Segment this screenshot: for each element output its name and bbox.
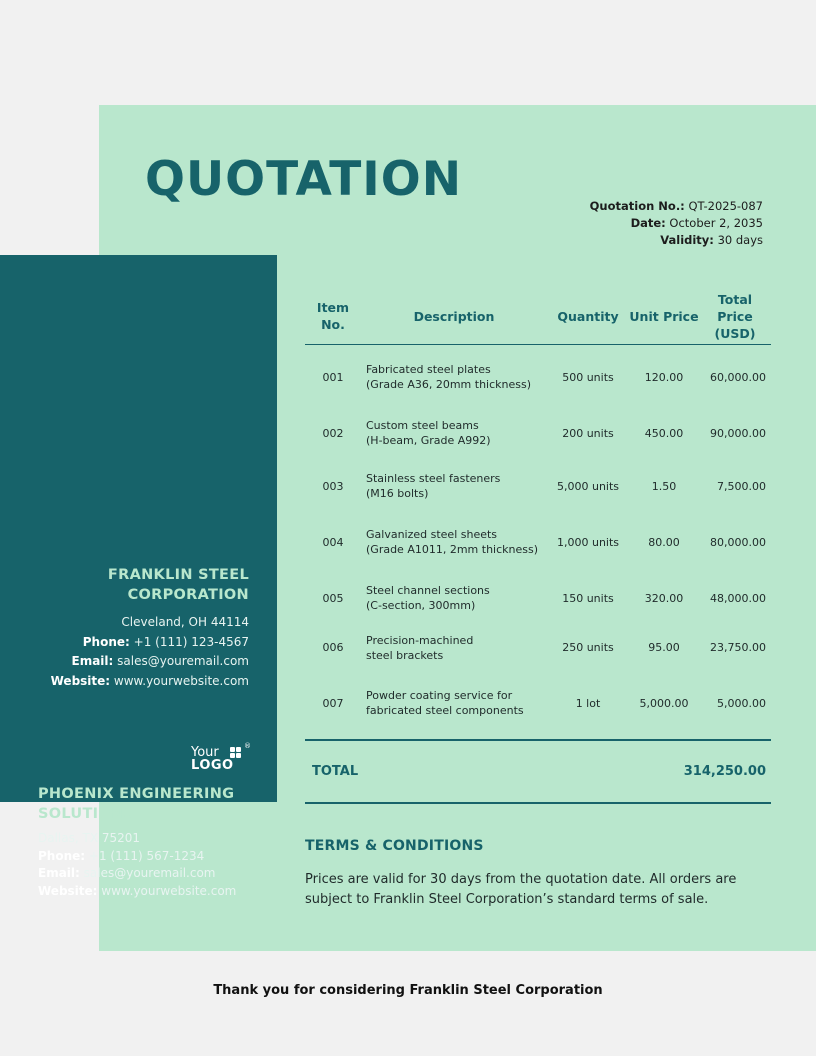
item-unit-price: 120.00 xyxy=(644,370,684,384)
recipient-info xyxy=(38,784,268,900)
sender-website: Website: www.yourwebsite.com xyxy=(50,673,249,688)
registered-mark: ® xyxy=(244,742,251,750)
item-total-price: 90,000.00 xyxy=(710,426,766,440)
item-quantity: 1,000 units xyxy=(556,535,620,549)
recipient-phone: Phone: +1 (111) 567-1234 xyxy=(38,848,205,863)
item-quantity: 150 units xyxy=(562,591,614,605)
item-total-price: 7,500.00 xyxy=(717,479,766,493)
item-no: 007 xyxy=(322,696,344,710)
terms-body: Prices are valid for 30 days from the quotation date. All orders are subject to Franklin Steel Corporation’s standard terms of sale. xyxy=(305,872,737,907)
recipient-email: Email: sales@youremail.com xyxy=(38,866,216,880)
header-unit-price: Unit Price xyxy=(629,308,699,324)
item-no: 002 xyxy=(322,426,344,440)
item-quantity: 5,000 units xyxy=(556,479,620,493)
item-description: Powder coating service for fabricated steel components xyxy=(366,689,524,717)
item-total-price: 60,000.00 xyxy=(710,370,766,384)
sender-name: FRANKLIN STEEL CORPORATION xyxy=(107,567,249,603)
item-unit-price: 95.00 xyxy=(648,641,680,654)
item-unit-price: 80.00 xyxy=(648,535,680,549)
document-title: QUOTATION xyxy=(145,152,463,207)
item-total-price: 48,000.00 xyxy=(710,591,766,605)
table-row xyxy=(305,623,771,672)
table-header xyxy=(305,288,771,345)
quotation-number: Quotation No.: QT-2025-087 xyxy=(589,199,763,213)
quotation-date: Date: October 2, 2035 xyxy=(630,216,763,230)
table-row xyxy=(305,573,771,623)
item-unit-price: 450.00 xyxy=(644,426,684,440)
item-no: 001 xyxy=(322,370,344,384)
header-total-price: Total Price (USD) xyxy=(714,291,756,341)
item-quantity: 200 units xyxy=(562,426,614,440)
table-row xyxy=(305,405,771,461)
company-logo: Your LOGO ® xyxy=(191,742,251,773)
table-row xyxy=(305,349,771,405)
item-quantity: 250 units xyxy=(562,641,614,654)
item-no: 006 xyxy=(322,641,344,654)
sender-info xyxy=(9,565,249,691)
item-description: Fabricated steel plates (Grade A36, 20mm thickness) xyxy=(366,363,532,391)
item-total-price: 5,000.00 xyxy=(717,696,766,710)
item-quantity: 1 lot xyxy=(575,696,601,710)
footer-thanks: Thank you for considering Franklin Steel Corporation xyxy=(213,983,603,998)
item-unit-price: 1.50 xyxy=(651,479,677,493)
quotation-meta xyxy=(590,198,763,249)
total-label: TOTAL xyxy=(312,764,359,779)
item-unit-price: 5,000.00 xyxy=(639,696,689,710)
recipient-address: Dallas, TX 75201 xyxy=(38,831,141,845)
contact-panel xyxy=(0,255,277,898)
terms-title: TERMS & CONDITIONS xyxy=(305,838,484,854)
item-unit-price: 320.00 xyxy=(644,591,684,605)
item-no: 004 xyxy=(322,535,344,549)
sender-address: Cleveland, OH 44114 xyxy=(121,615,249,629)
recipient-name: PHOENIX ENGINEERING SOLUTIONS xyxy=(38,786,235,822)
item-no: 003 xyxy=(322,479,344,493)
sender-email: Email: sales@youremail.com xyxy=(71,654,249,668)
header-quantity: Quantity xyxy=(557,308,619,324)
table-row xyxy=(305,511,771,573)
item-no: 005 xyxy=(322,591,344,605)
item-description: Precision-machined steel brackets xyxy=(366,633,474,662)
logo-mark-icon xyxy=(230,747,241,758)
quotation-table xyxy=(305,288,771,734)
total-value: 314,250.00 xyxy=(683,764,766,779)
item-description: Galvanized steel sheets (Grade A1011, 2mm thickness) xyxy=(366,528,539,556)
item-total-price: 80,000.00 xyxy=(710,535,766,549)
sender-phone: Phone: +1 (111) 123-4567 xyxy=(82,634,249,649)
table-body xyxy=(305,345,771,734)
header-description: Description xyxy=(413,308,495,324)
recipient-website: Website: www.yourwebsite.com xyxy=(38,883,237,898)
item-description: Custom steel beams (H-beam, Grade A992) xyxy=(366,419,491,447)
table-total-row xyxy=(305,739,771,804)
item-quantity: 500 units xyxy=(562,370,614,384)
item-description: Stainless steel fasteners (M16 bolts) xyxy=(366,472,501,500)
header-item-no: Item No. xyxy=(316,300,350,332)
table-row xyxy=(305,461,771,511)
item-description: Steel channel sections (C-section, 300mm) xyxy=(366,584,490,612)
item-total-price: 23,750.00 xyxy=(710,641,766,654)
quotation-validity: Validity: 30 days xyxy=(660,233,763,247)
table-row xyxy=(305,672,771,734)
